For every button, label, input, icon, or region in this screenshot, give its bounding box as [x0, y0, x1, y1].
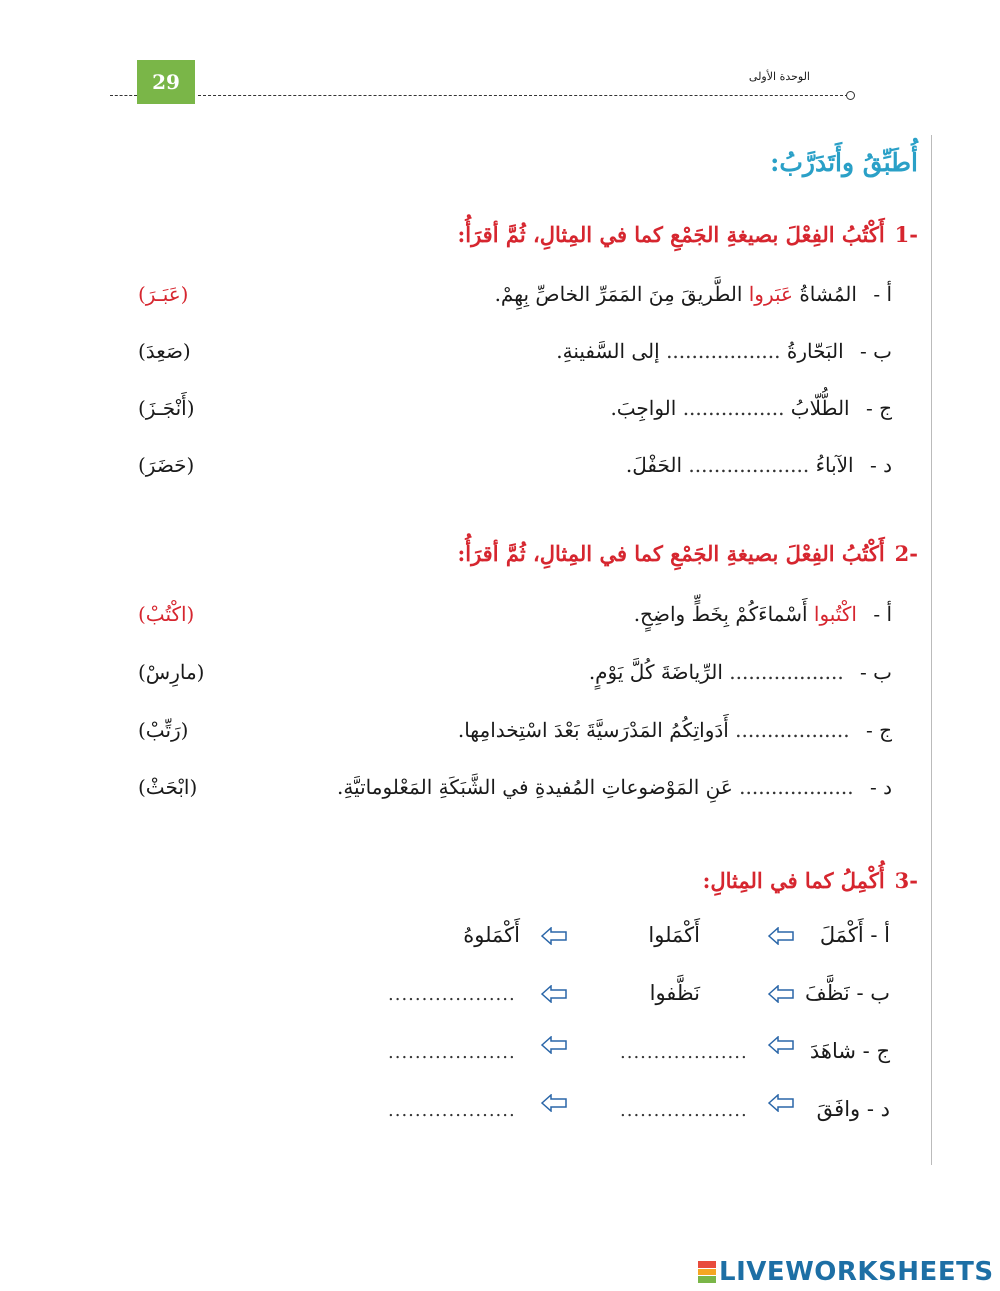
q1-row-b [556, 337, 892, 365]
row-label: د - [866, 1097, 890, 1121]
q2-verb-c: (رَتِّبْ) [138, 718, 189, 742]
logo-text: LIVEWORKSHEETS [719, 1257, 994, 1287]
q3-row-d-word [817, 1094, 890, 1124]
arrow-left-icon [768, 1094, 794, 1112]
q2-verb-a: (اكْتُبْ) [138, 602, 195, 626]
q2-row-b [589, 658, 892, 686]
answer-blank[interactable]: .................. [666, 339, 781, 363]
row-label: أ - [873, 282, 892, 306]
row-rest: الطَّريقَ مِنَ المَمَرِّ الخاصِّ بِهِمْ. [494, 282, 743, 306]
header-dashed-line [198, 95, 848, 96]
q3-row-c-plural-blank[interactable]: ................... [620, 1042, 748, 1063]
base-verb: شاهَدَ [809, 1039, 856, 1063]
q3-row-a-object: أَكْمَلوهُ [463, 923, 520, 947]
page-number: 29 [137, 60, 195, 104]
answer-blank[interactable]: .................. [735, 718, 850, 742]
row-label: ب - [860, 660, 892, 684]
row-label: أ - [870, 923, 890, 947]
header-line-end-dot [846, 91, 855, 100]
q2-title [458, 541, 919, 566]
row-subject: الآباءُ [815, 453, 854, 477]
q1-verb-c: (أَنْجَـزَ) [138, 396, 195, 420]
answer-blank[interactable]: .................. [729, 660, 844, 684]
unit-title: الوحدة الأولى [748, 70, 810, 83]
arrow-left-icon [541, 927, 567, 945]
margin-rule [931, 135, 932, 1165]
q3-row-a-word [820, 920, 890, 950]
q1-row-c [610, 394, 892, 422]
row-rest: الرِّياضَةَ كُلَّ يَوْمٍ. [588, 660, 723, 684]
answer-blank[interactable]: ................ [682, 396, 785, 420]
row-rest: أَسْماءَكُمْ بِخَطٍّ واضِحٍ. [633, 602, 808, 626]
q3-row-b-word [805, 978, 890, 1008]
row-rest: الحَفْلَ. [625, 453, 683, 477]
answer-blank[interactable]: .................. [739, 775, 854, 799]
header-dashed-line-left [110, 95, 137, 96]
q2-title-text: أَكْتُبُ الفِعْلَ بصيغةِ الجَمْعِ كما في المِثالِ، ثُمَّ أقرَأُ: [457, 541, 885, 566]
q1-verb-a: (عَبَـرَ) [138, 282, 189, 306]
arrow-left-icon [541, 1094, 567, 1112]
row-label: ج - [865, 718, 892, 742]
q3-title-text: أُكْمِلُ كما في المِثالِ: [702, 868, 885, 893]
base-verb: نَظَّفَ [804, 981, 850, 1005]
answer-blank[interactable]: ................... [688, 453, 810, 477]
q1-number: -1 [894, 222, 918, 247]
row-rest: عَنِ المَوْضوعاتِ المُفيدةِ في الشَّبَكَةِ المَعْلوماتيَّةِ. [336, 775, 733, 799]
row-label: ج - [862, 1039, 890, 1063]
example-answer: اكْتُبوا [813, 602, 857, 626]
q1-title [458, 222, 919, 247]
q3-row-d-object-blank[interactable]: ................... [388, 1100, 516, 1121]
base-verb: وافَقَ [816, 1097, 861, 1121]
q2-verb-d: (ابْحَثْ) [138, 775, 198, 799]
row-rest: إلى السَّفينةِ. [556, 339, 660, 363]
example-answer: عَبَروا [748, 282, 793, 306]
arrow-left-icon [768, 1036, 794, 1054]
q3-row-c-word [810, 1036, 890, 1066]
row-rest: الواجِبَ. [610, 396, 677, 420]
row-subject: المُشاةُ [799, 282, 857, 306]
row-label: أ - [873, 602, 892, 626]
q2-number: -2 [894, 541, 918, 566]
q1-row-d [626, 451, 892, 479]
row-label: د - [869, 775, 892, 799]
q3-row-a-plural: أَكْمَلوا [648, 923, 700, 947]
q1-title-text: أَكْتُبُ الفِعْلَ بصيغةِ الجَمْعِ كما في المِثالِ، ثُمَّ أقرَأُ: [457, 222, 885, 247]
row-label: ج - [865, 396, 892, 420]
row-subject: البَحّارةُ [786, 339, 844, 363]
q2-row-d [337, 773, 892, 801]
row-label: ب - [856, 981, 890, 1005]
q3-row-c-object-blank[interactable]: ................... [388, 1042, 516, 1063]
row-subject: الطُّلّابُ [790, 396, 850, 420]
q1-verb-b: (صَعِدَ) [138, 339, 191, 363]
row-label: ب - [860, 339, 892, 363]
arrow-left-icon [541, 985, 567, 1003]
q1-verb-d: (حَضَرَ) [138, 453, 195, 477]
q3-row-d-plural-blank[interactable]: ................... [620, 1100, 748, 1121]
arrow-left-icon [768, 985, 794, 1003]
row-label: د - [869, 453, 892, 477]
base-verb: أَكْمَلَ [819, 923, 864, 947]
q2-row-c [458, 716, 892, 744]
q2-row-a [634, 600, 892, 628]
q1-row-a [495, 280, 892, 308]
q3-row-b-plural: نَظَّفوا [649, 981, 700, 1005]
arrow-left-icon [541, 1036, 567, 1054]
liveworksheets-logo[interactable] [698, 1257, 994, 1287]
section-title: أُطَبِّقُ وأَتَدَرَّبُ: [770, 148, 918, 177]
arrow-left-icon [768, 927, 794, 945]
q3-number: -3 [894, 868, 918, 893]
q2-verb-b: (مارِسْ) [138, 660, 205, 684]
row-rest: أَدَواتِكُمُ المَدْرَسيَّةَ بَعْدَ اسْتِخدامِها. [457, 718, 729, 742]
q3-row-b-object-blank[interactable]: ................... [388, 984, 516, 1005]
q3-title [703, 868, 918, 893]
logo-mark-icon [698, 1261, 716, 1283]
